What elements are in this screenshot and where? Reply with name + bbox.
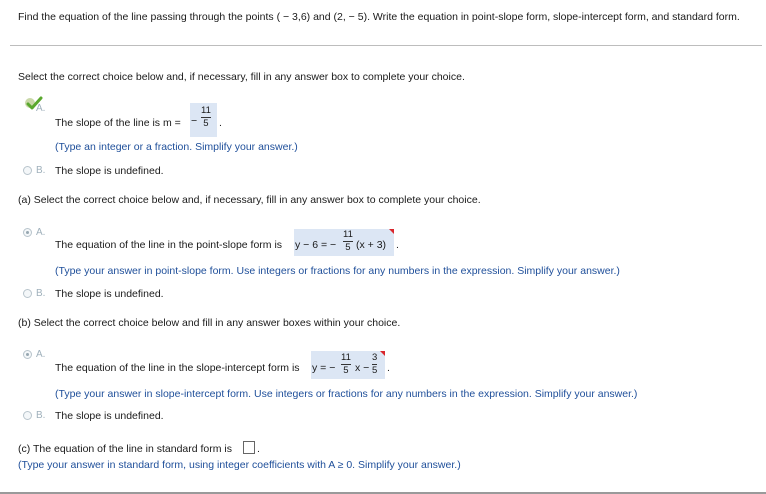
- question-prompt: Find the equation of the line passing through the points ( − 3,6) and (2, − 5). Write the equation in point-slope form, slope-intercept form, and standard form.: [18, 11, 740, 23]
- slope-answer-sign: −: [191, 115, 198, 127]
- error-mark-icon: [389, 229, 394, 234]
- slope-intercept-middle: x −: [355, 362, 370, 374]
- slope-answer-fraction: [201, 106, 211, 129]
- slope-intercept-prefix: y = −: [312, 362, 336, 374]
- slope-answer-box[interactable]: [190, 103, 217, 137]
- slope-intercept-answer-box[interactable]: [311, 351, 385, 379]
- part-b-option-a-text: The equation of the line in the slope-intercept form is: [55, 362, 300, 374]
- slope-option-b-radio[interactable]: [23, 166, 32, 175]
- point-slope-trailing: .: [396, 239, 399, 251]
- point-slope-answer-box[interactable]: [294, 229, 394, 256]
- part-c-text: (c) The equation of the line in standard form is: [18, 443, 233, 455]
- part-b-instruction: (b) Select the correct choice below and fill in any answer boxes within your choice.: [18, 317, 401, 329]
- part-a-instruction: (a) Select the correct choice below and, if necessary, fill in any answer box to complete your choice.: [18, 194, 481, 206]
- part-b-hint: (Type your answer in slope-intercept form. Use integers or fractions for any numbers in the expression. Simplify your answer.): [55, 388, 638, 400]
- part-a-option-a-letter: A.: [36, 227, 46, 238]
- slope-hint: (Type an integer or a fraction. Simplify your answer.): [55, 141, 298, 153]
- slope-intercept-fraction-2: [372, 353, 377, 376]
- slope-numerator: 11: [201, 105, 211, 116]
- slope-option-b-text: The slope is undefined.: [55, 165, 164, 177]
- slope-denominator: 5: [203, 118, 209, 129]
- point-slope-suffix: (x + 3): [356, 239, 387, 251]
- divider: [10, 45, 762, 46]
- part-b-option-b-text: The slope is undefined.: [55, 410, 164, 422]
- part-a-option-a-radio[interactable]: [23, 228, 32, 237]
- point-slope-fraction: [343, 230, 353, 253]
- slope-intercept-den2: 5: [372, 365, 378, 376]
- point-slope-denominator: 5: [345, 242, 351, 253]
- part-a-option-b-letter: B.: [36, 288, 46, 299]
- part-b-option-b-letter: B.: [36, 410, 46, 421]
- part-a-option-b-radio[interactable]: [23, 289, 32, 298]
- part-b-option-a-letter: A.: [36, 349, 46, 360]
- error-mark-icon: [380, 351, 385, 356]
- slope-intercept-num2: 3: [372, 352, 378, 363]
- part-a-hint: (Type your answer in point-slope form. Use integers or fractions for any numbers in the expression. Simplify your answer.): [55, 265, 620, 277]
- point-slope-numerator: 11: [343, 229, 353, 240]
- slope-intercept-fraction-1: [341, 353, 351, 376]
- slope-intercept-trailing: .: [387, 362, 390, 374]
- part-b-option-b-radio[interactable]: [23, 411, 32, 420]
- slope-instruction: Select the correct choice below and, if necessary, fill in any answer box to complete your choice.: [18, 71, 465, 83]
- slope-option-a-letter[interactable]: A.: [36, 103, 46, 114]
- slope-option-b-letter: B.: [36, 165, 46, 176]
- part-a-option-a-text: The equation of the line in the point-slope form is: [55, 239, 283, 251]
- part-a-option-b-text: The slope is undefined.: [55, 288, 164, 300]
- point-slope-prefix: y − 6 = −: [295, 239, 337, 251]
- slope-intercept-den1: 5: [343, 365, 349, 376]
- part-c-trailing: .: [257, 443, 260, 455]
- standard-form-input[interactable]: [243, 441, 255, 454]
- part-c-hint: (Type your answer in standard form, using integer coefficients with A ≥ 0. Simplify your answer.): [18, 459, 461, 471]
- slope-intercept-num1: 11: [341, 352, 351, 363]
- slope-trailing-period: .: [219, 117, 222, 129]
- slope-option-a-text: The slope of the line is m =: [55, 117, 181, 129]
- part-b-option-a-radio[interactable]: [23, 350, 32, 359]
